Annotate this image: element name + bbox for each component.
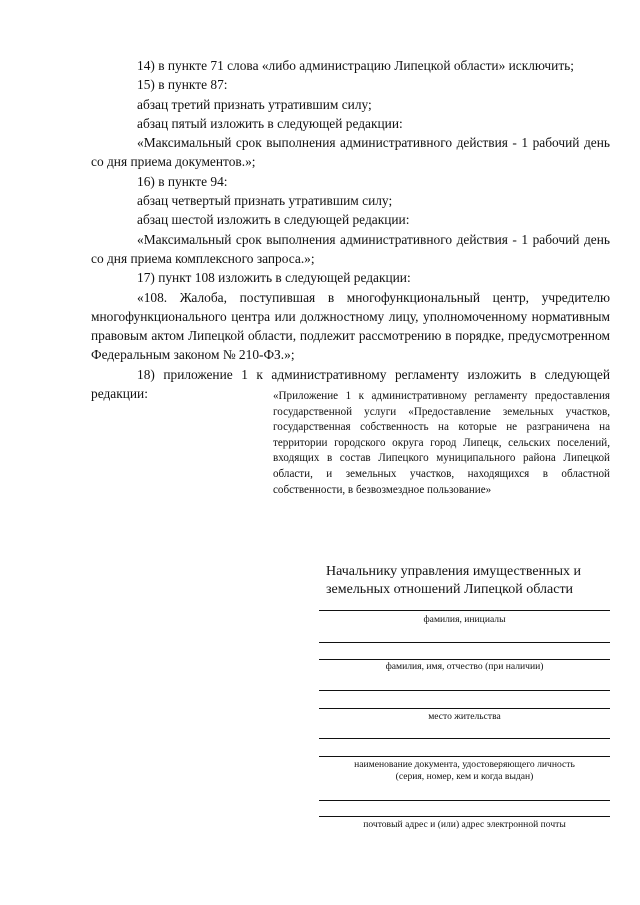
form-line: [319, 610, 610, 611]
paragraph-15-b: абзац пятый изложить в следующей редакции:: [137, 115, 403, 131]
form-line: [319, 738, 610, 739]
form-line: [319, 708, 610, 709]
paragraph-17: 17) пункт 108 изложить в следующей редакции:: [137, 270, 411, 286]
caption-residence: место жительства: [428, 711, 501, 722]
caption-id-details: (серия, номер, кем и когда выдан): [395, 771, 534, 782]
addressee-line-1: Начальнику управления имущественных и: [326, 564, 582, 579]
paragraph-16-quote: «Максимальный срок выполнения административного действия - 1 рабочий день со дня приема комплексного запроса.»;: [91, 231, 610, 266]
paragraph-16: 16) в пункте 94:: [137, 173, 228, 189]
form-line: [319, 659, 610, 660]
form-line: [319, 756, 610, 757]
paragraph-14: 14) в пункте 71 слова «либо администрацию Липецкой области» исключить;: [137, 58, 575, 73]
form-line: [319, 816, 610, 817]
paragraph-17-quote: «108. Жалоба, поступившая в многофункциональный центр, учредителю многофункционального центра или должностному лицу, уполномоченному нормативным правовым актом Липецкой области, подлежит рассмотрению в порядке, предусмотренном Федеральным законом № 210-ФЗ.»;: [91, 289, 610, 363]
appendix-heading: «Приложение 1 к административному регламенту предоставления государственной услуги «Предоставление земельных участков, государственная собственность на которые не разграничена на территории городского округа город Липецк, сельских поселений, входящих в состав Липецкого муниципального района Липецкой области, и земельных участков, находящихся в областной собственности, в безвозмездное пользование»: [273, 390, 610, 496]
form-line: [319, 690, 610, 691]
addressee-line-2: земельных отношений Липецкой области: [326, 582, 574, 597]
paragraph-15: 15) в пункте 87:: [137, 77, 228, 93]
caption-postal-address: почтовый адрес и (или) адрес электронной почты: [363, 819, 566, 830]
form-line: [319, 642, 610, 643]
caption-initials: фамилия, инициалы: [423, 614, 506, 625]
form-line: [319, 800, 610, 801]
paragraph-16-a: абзац четвертый признать утратившим силу;: [137, 193, 393, 209]
caption-full-name: фамилия, имя, отчество (при наличии): [385, 661, 544, 672]
caption-id-document: наименование документа, удостоверяющего личность: [354, 759, 575, 770]
paragraph-15-a: абзац третий признать утратившим силу;: [137, 96, 372, 112]
paragraph-15-quote: «Максимальный срок выполнения административного действия - 1 рабочий день со дня приема документов.»;: [91, 135, 610, 170]
paragraph-16-b: абзац шестой изложить в следующей редакции:: [137, 212, 410, 228]
paragraph-18: 18) приложение 1 к административному регламенту изложить в следующей редакции:: [91, 366, 610, 402]
